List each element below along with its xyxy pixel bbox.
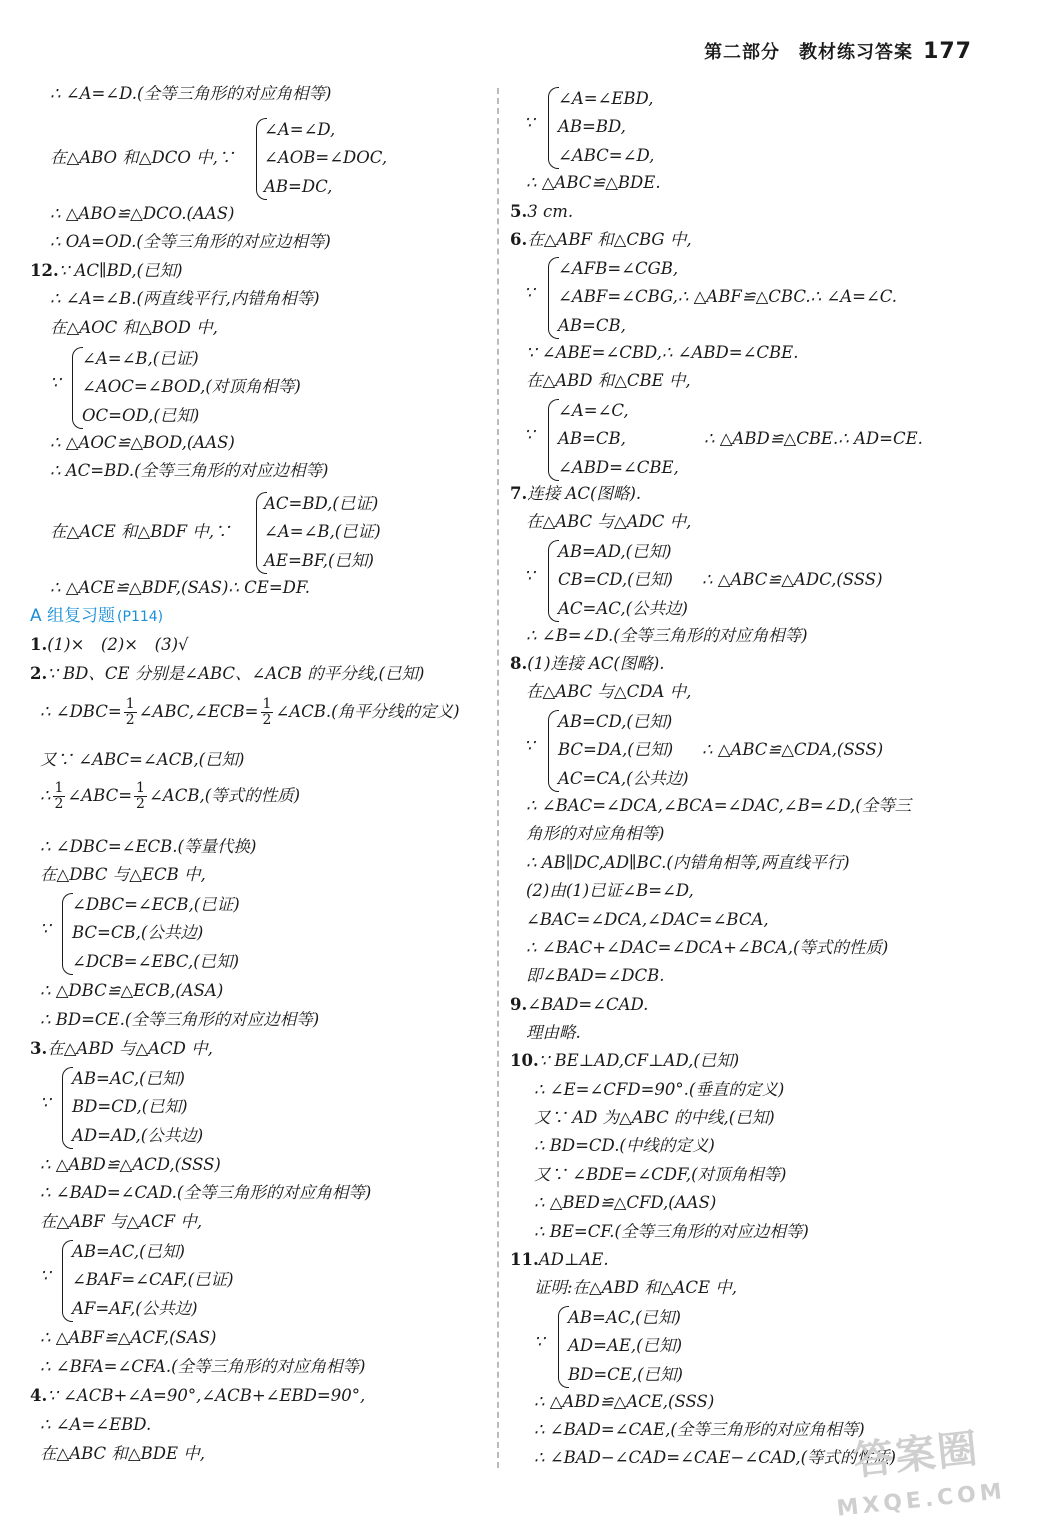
system-row: ∠A=∠D, <box>264 120 336 139</box>
watermark-url: MXQE.COM <box>835 1479 1008 1522</box>
fraction-line <box>40 779 300 813</box>
system-prefix: ∵ <box>524 425 535 444</box>
system-prefix: ∵ <box>40 1093 51 1112</box>
section-title-text: A 组复习题 <box>30 606 116 626</box>
system-row: BD=CE,(已知) <box>568 1364 683 1384</box>
question-text: ∵ BD、CE 分别是∠ABC、∠ACB 的平分线,(已知) <box>47 664 425 683</box>
text-line: ∴ ∠BAC=∠DCA,∠BCA=∠DAC,∠B=∠D,(全等三 <box>526 796 912 815</box>
question-text: (1)连接 AC(图略). <box>527 654 665 673</box>
question-text: 3 cm. <box>527 202 574 221</box>
page-header <box>704 38 972 64</box>
text-line: ∴ △AOC≌△BOD,(AAS) <box>50 433 235 452</box>
question-5 <box>510 201 573 223</box>
system-row: AC=CA,(公共边) <box>558 768 689 788</box>
text-line: ∴ ∠A=∠EBD. <box>40 1415 152 1434</box>
text-line: 理由略. <box>526 1023 581 1042</box>
fraction-denominator: 2 <box>54 796 64 812</box>
system-row: ∠BAF=∠CAF,(已证) <box>72 1270 234 1290</box>
question-number: 12. <box>30 261 59 280</box>
question-10 <box>510 1050 739 1072</box>
system-row: AB=CB, <box>558 315 626 335</box>
question-8 <box>510 653 665 675</box>
text-line: 在△DBC 与△ECB 中, <box>40 865 206 884</box>
system-conclusion: ∴ △ABC≌△ADC,(SSS) <box>702 570 883 589</box>
question-number: 4. <box>30 1386 48 1405</box>
fraction-denominator: 2 <box>136 796 145 812</box>
fraction <box>261 697 274 728</box>
system-prefix: 在△ABO 和△DCO 中,∵ <box>50 148 235 167</box>
system-row: CB=CD,(已知) <box>558 570 673 590</box>
system-conclusion: ∴ △ABD≌△CBE.∴ AD=CE. <box>704 429 923 448</box>
system-row: AB=CD,(已知) <box>558 712 673 731</box>
text-line: ∴ ∠BAD=∠CAE,(全等三角形的对应角相等) <box>534 1420 865 1439</box>
text-line: ∴ ∠DBC=∠ECB.(等量代换) <box>40 837 257 856</box>
fraction <box>134 781 147 812</box>
text-line: ∴ BD=CD.(中线的定义) <box>534 1136 715 1155</box>
text-line: ∴ AC=BD.(全等三角形的对应边相等) <box>50 461 329 480</box>
system-row: ∠ABD=∠CBE, <box>558 457 679 477</box>
question-text: ∵ ∠ACB+∠A=90°,∠ACB+∠EBD=90°, <box>47 1386 366 1405</box>
text-line: 角形的对应角相等) <box>526 824 665 843</box>
system-prefix: ∵ <box>524 113 535 132</box>
question-9 <box>510 994 648 1016</box>
fraction-text: ∠ABC= <box>67 786 133 805</box>
watermark-logo <box>830 1423 1008 1532</box>
question-12 <box>30 260 183 282</box>
question-1 <box>30 634 189 656</box>
fraction-text: ∠ABC,∠ECB= <box>138 702 259 721</box>
fraction-text: ∴ ∠DBC= <box>40 702 122 721</box>
question-number: 9. <box>510 995 528 1014</box>
question-text: AD⊥AE. <box>538 1250 609 1269</box>
text-line: ∴ ∠B=∠D.(全等三角形的对应角相等) <box>526 626 808 645</box>
fraction-denominator: 2 <box>262 712 272 728</box>
page-number: 177 <box>923 39 972 64</box>
fraction-denominator: 2 <box>125 712 135 728</box>
fraction-numerator: 1 <box>262 696 272 712</box>
question-11 <box>510 1249 609 1271</box>
text-line: ∴ △ABF≌△ACF,(SAS) <box>40 1328 217 1347</box>
fraction-text: ∠ACB,(等式的性质) <box>148 786 301 805</box>
question-number: 10. <box>510 1051 539 1070</box>
question-6 <box>510 229 692 251</box>
question-number: 6. <box>510 230 528 249</box>
fraction <box>124 697 137 728</box>
text-line: ∴ AB∥DC,AD∥BC.(内错角相等,两直线平行) <box>526 853 850 872</box>
section-name: 第二部分 教材练习答案 <box>704 42 914 63</box>
text-line: ∴ △ABD≌△ACE,(SSS) <box>534 1392 715 1411</box>
system-row: ∠AOC=∠BOD,(对顶角相等) <box>82 377 301 397</box>
text-line: ∴ BE=CF.(全等三角形的对应边相等) <box>534 1222 809 1241</box>
question-text: 在△ABD 与△ACD 中, <box>47 1039 213 1058</box>
question-3 <box>30 1038 213 1060</box>
question-number: 11. <box>510 1250 539 1269</box>
fraction-numerator: 1 <box>54 780 64 796</box>
watermark-text: 答案圈 <box>851 1425 982 1485</box>
question-text: ∵ BE⊥AD,CF⊥AD,(已知) <box>538 1051 740 1070</box>
text-line: ∴ △ABC≌△BDE. <box>526 173 661 192</box>
system-row: AB=BD, <box>558 117 626 137</box>
system-row: AB=AC,(已知) <box>72 1069 185 1088</box>
text-line: ∴ △ABO≌△DCO.(AAS) <box>50 204 235 223</box>
system-row: AE=BF,(已知) <box>264 550 374 570</box>
question-number: 8. <box>510 654 528 673</box>
question-text: (1)× (2)× (3)√ <box>47 635 189 654</box>
question-number: 3. <box>30 1039 48 1058</box>
text-line: ∴ ∠A=∠D.(全等三角形的对应角相等) <box>50 84 332 103</box>
system-row: ∠DCB=∠EBC,(已知) <box>72 951 240 971</box>
question-text: ∠BAD=∠CAD. <box>527 995 649 1014</box>
text-line: 证明:在△ABD 和△ACE 中, <box>534 1278 738 1297</box>
text-line: 又∵ ∠BDE=∠CDF,(对顶角相等) <box>534 1165 787 1184</box>
system-row: OC=OD,(已知) <box>82 405 200 425</box>
system-row: ∠AOB=∠DOC, <box>264 148 388 168</box>
fraction-text: ∠ACB.(角平分线的定义) <box>275 702 460 721</box>
text-line: ∴ ∠BAC+∠DAC=∠DCA+∠BCA,(等式的性质) <box>526 938 889 957</box>
system-prefix: 在△ACE 和△BDF 中,∵ <box>50 522 231 541</box>
system-row: AD=AE,(已知) <box>568 1336 683 1356</box>
system-row: AB=AC,(已知) <box>568 1308 681 1327</box>
system-prefix: ∵ <box>524 283 535 302</box>
text-line: 在△ABD 和△CBE 中, <box>526 371 691 390</box>
text-line: 又∵ AD 为△ABC 的中线,(已知) <box>534 1108 775 1127</box>
system-prefix: ∵ <box>524 566 535 585</box>
system-row: ∠A=∠B,(已证) <box>82 349 199 368</box>
question-number: 5. <box>510 202 528 221</box>
text-line: 在△ABF 与△ACF 中, <box>40 1212 203 1231</box>
system-row: BD=CD,(已知) <box>72 1097 188 1117</box>
text-line: ∵ ∠ABE=∠CBD,∴ ∠ABD=∠CBE. <box>526 343 799 362</box>
question-7 <box>510 483 641 505</box>
text-line: ∴ ∠A=∠B.(两直线平行,内错角相等) <box>50 289 320 308</box>
system-row: AB=AD,(已知) <box>558 542 672 561</box>
system-row: ∠ABC=∠D, <box>558 145 655 165</box>
system-row: ∠A=∠EBD, <box>558 89 654 108</box>
text-line: ∴ BD=CE.(全等三角形的对应边相等) <box>40 1010 320 1029</box>
fraction-numerator: 1 <box>136 780 145 796</box>
text-line: ∴ △DBC≌△ECB,(ASA) <box>40 981 224 1000</box>
text-line: ∴ ∠BFA=∠CFA.(全等三角形的对应角相等) <box>40 1357 366 1376</box>
text-line: 在△ABC 与△CDA 中, <box>526 682 692 701</box>
system-row: ∠DBC=∠ECB,(已证) <box>72 895 240 914</box>
system-prefix: ∵ <box>40 1266 51 1285</box>
text-line: ∴ ∠E=∠CFD=90°.(垂直的定义) <box>534 1080 785 1099</box>
system-row: AB=DC, <box>264 176 333 196</box>
text-line: ∴ ∠BAD=∠CAD.(全等三角形的对应角相等) <box>40 1183 372 1202</box>
text-line: 在△AOC 和△BOD 中, <box>50 318 218 337</box>
question-number: 2. <box>30 664 48 683</box>
system-row: ∠A=∠B,(已证) <box>264 522 381 542</box>
question-4 <box>30 1385 365 1407</box>
text-line: 即∠BAD=∠DCB. <box>526 966 665 985</box>
system-conclusion: ∴ △ABC≌△CDA,(SSS) <box>702 740 884 759</box>
section-title <box>30 605 163 628</box>
system-row: AF=AF,(公共边) <box>72 1298 198 1318</box>
system-prefix: ∵ <box>524 736 535 755</box>
question-text: ∵ AC∥BD,(已知) <box>58 261 183 280</box>
system-row: ∠ABF=∠CBG,∴ △ABF≌△CBC.∴ ∠A=∠C. <box>558 287 898 307</box>
section-page-ref: (P114) <box>117 609 164 625</box>
fraction <box>53 781 66 812</box>
system-row: BC=CB,(公共边) <box>72 923 204 943</box>
question-number: 7. <box>510 484 528 503</box>
question-number: 1. <box>30 635 48 654</box>
text-line: 在△ABC 和△BDE 中, <box>40 1444 205 1463</box>
text-line: ∴ △ACE≌△BDF,(SAS)∴ CE=DF. <box>50 578 310 597</box>
question-text: 在△ABF 和△CBG 中, <box>527 230 692 249</box>
system-prefix: ∵ <box>40 919 51 938</box>
question-2 <box>30 663 424 685</box>
system-prefix: ∵ <box>50 373 61 392</box>
fraction-numerator: 1 <box>125 696 135 712</box>
text-line: ∴ OA=OD.(全等三角形的对应边相等) <box>50 232 331 251</box>
text-line: 又∵ ∠ABC=∠ACB,(已知) <box>40 750 245 769</box>
text-line: 在△ABC 与△ADC 中, <box>526 512 692 531</box>
system-row: AB=AC,(已知) <box>72 1242 185 1261</box>
column-divider <box>497 88 499 1468</box>
text-line: (2)由(1)已证∠B=∠D, <box>526 881 694 900</box>
system-row: ∠AFB=∠CGB, <box>558 259 679 278</box>
fraction-line <box>40 695 460 729</box>
question-text: 连接 AC(图略). <box>527 484 642 503</box>
text-line: ∴ △ABD≌△ACD,(SSS) <box>40 1155 221 1174</box>
text-line: ∠BAC=∠DCA,∠DAC=∠BCA, <box>526 910 769 929</box>
system-row: AC=AC,(公共边) <box>558 598 688 618</box>
system-row: AC=BD,(已证) <box>264 494 379 513</box>
system-row: ∠A=∠C, <box>558 401 629 420</box>
system-row: AD=AD,(公共边) <box>72 1125 204 1145</box>
system-prefix: ∵ <box>534 1332 545 1351</box>
fraction-text: ∴ <box>40 786 51 805</box>
system-row: BC=DA,(已知) <box>558 740 674 760</box>
system-row: AB=CB, <box>558 429 626 449</box>
text-line: ∴ ∠BAD−∠CAD=∠CAE−∠CAD,(等式的性质) <box>534 1448 896 1467</box>
text-line: ∴ △BED≌△CFD,(AAS) <box>534 1193 717 1212</box>
